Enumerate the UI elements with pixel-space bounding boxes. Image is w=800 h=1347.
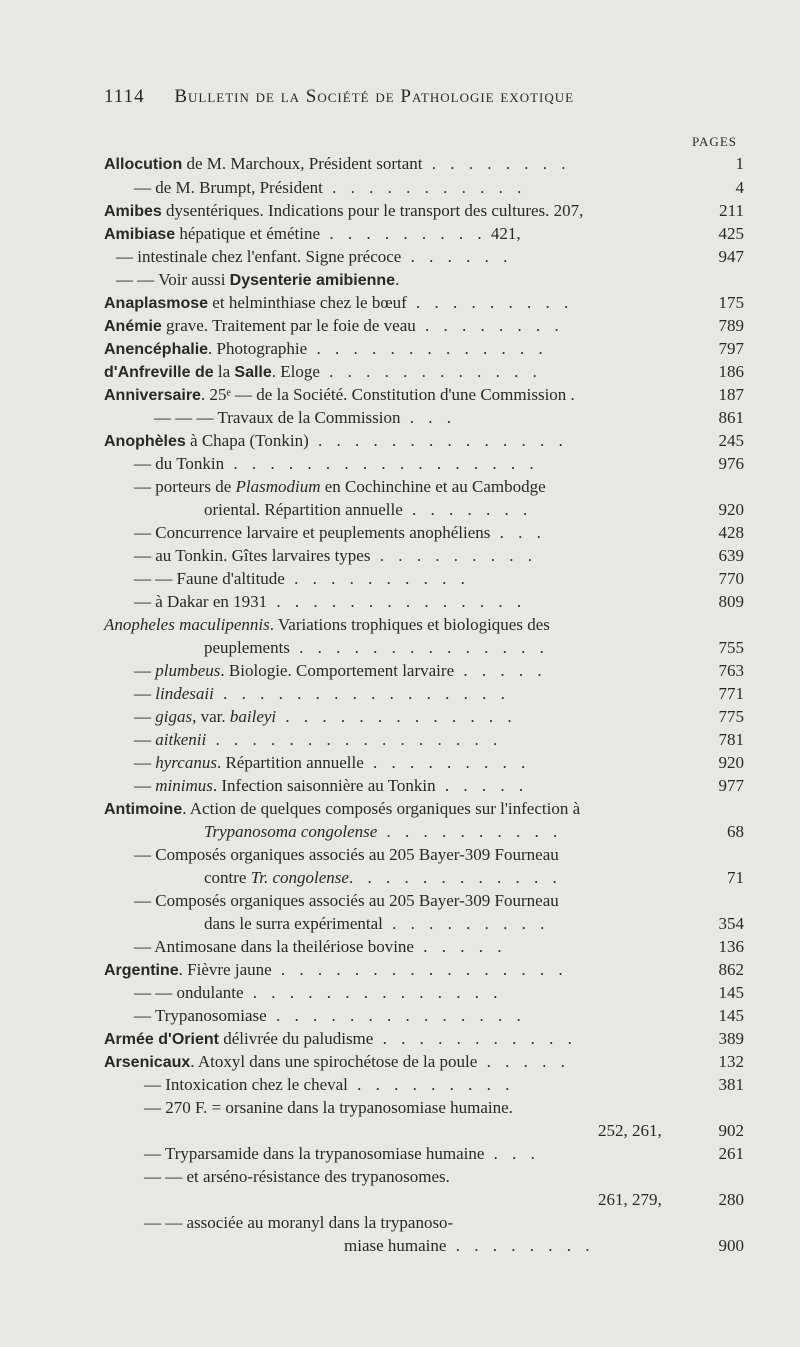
entry-text <box>104 200 583 223</box>
index-entry <box>104 867 744 889</box>
entry-segment: , var. <box>192 707 230 726</box>
entry-page-number: 920 <box>718 753 744 772</box>
entry-text <box>104 338 548 361</box>
index-entry <box>104 798 744 820</box>
index-entry <box>104 913 744 935</box>
entry-page-number: 977 <box>718 776 744 795</box>
entry-text <box>104 153 571 176</box>
entry-text <box>134 982 503 1004</box>
entry-segment: . 25ᵉ — de la Société. Constitution d'une Commission . <box>200 385 575 404</box>
entry-segment: — à Dakar en 1931 <box>134 592 268 611</box>
entry-segment: . Eloge <box>271 362 320 381</box>
leader-dots: . . . . . <box>435 776 529 795</box>
leader-dots: . . . . . . <box>401 247 513 266</box>
entry-segment: — <box>134 730 156 749</box>
leader-dots: . . . . . . . . . . . . . . <box>308 431 568 450</box>
entry-segment: . Action de quelques composés organiques sur l'infection à <box>182 799 581 818</box>
entry-text <box>144 1143 540 1165</box>
entry-text <box>104 959 568 982</box>
leader-dots: . . . . . . . . . <box>382 914 550 933</box>
entry-segment: 421, <box>486 224 521 243</box>
entry-text <box>104 798 580 821</box>
entry-text <box>144 1097 513 1119</box>
entry-segment: — <box>134 684 156 703</box>
entry-text <box>104 614 550 636</box>
entry-text <box>134 660 547 682</box>
entry-segment: 261, 279, <box>598 1190 662 1209</box>
leader-dots: . . . <box>490 523 546 542</box>
leader-dots: . . . . . . . . <box>446 1236 595 1255</box>
entry-keyword: Dysenterie amibienne <box>229 272 396 289</box>
leader-dots: . . . . . <box>413 937 507 956</box>
entry-segment: baileyi <box>229 707 277 726</box>
entry-text <box>104 292 573 315</box>
entry-segment: contre <box>204 868 251 887</box>
entry-segment: Trypanosoma congolense <box>204 822 378 841</box>
index-entry <box>104 1074 744 1096</box>
entry-page-number: 861 <box>718 408 744 427</box>
entry-segment: — Antimosane dans la theilériose bovine <box>134 937 414 956</box>
entry-segment: dysentériques. Indications pour le transport des cultures. 207, <box>161 201 584 220</box>
entry-segment: — — associée au moranyl dans la trypanoso- <box>144 1213 454 1232</box>
leader-dots: . . . . . . . . <box>422 154 571 173</box>
index-entry <box>104 959 744 981</box>
entry-text <box>134 568 470 590</box>
entry-page-number: 947 <box>718 247 744 266</box>
entry-text <box>134 522 546 544</box>
leader-dots: . . . . . . . <box>402 500 533 519</box>
index-entry <box>104 453 744 475</box>
index-entry <box>104 407 744 429</box>
entry-segment: — du Tonkin <box>134 454 225 473</box>
entry-text <box>134 706 517 728</box>
entry-segment: 252, 261, <box>598 1121 662 1140</box>
entry-segment: dans le surra expérimental <box>204 914 383 933</box>
entry-page-number: 976 <box>718 454 744 473</box>
index-entry <box>104 821 744 843</box>
index-entry <box>104 246 744 268</box>
leader-dots: . . . . . . . . . . . <box>373 1029 577 1048</box>
index-entry <box>104 1189 744 1211</box>
entry-text <box>204 637 549 659</box>
entry-text <box>104 1028 577 1051</box>
entry-segment: — Composés organiques associés au 205 Bayer-309 Fourneau <box>134 891 559 910</box>
leader-dots: . . . <box>484 1144 540 1163</box>
index-entry <box>104 200 744 222</box>
entry-text <box>116 246 512 268</box>
entry-segment: — Tryparsamide dans la trypanosomiase humaine <box>144 1144 485 1163</box>
entry-text <box>134 476 546 498</box>
entry-text <box>144 1074 514 1096</box>
index-entry <box>104 591 744 613</box>
entry-text <box>134 890 559 912</box>
leader-dots: . . . . . <box>477 1052 570 1071</box>
entry-page-number: 245 <box>718 431 744 450</box>
entry-page-number: 428 <box>718 523 744 542</box>
entry-segment: et helminthiase chez le bœuf <box>208 293 407 312</box>
entry-segment: — — — Travaux de la Commission <box>154 408 401 427</box>
entry-segment: — — Faune d'altitude <box>134 569 285 588</box>
entry-page-number: 755 <box>718 638 744 657</box>
leader-dots: . . . . . . . . . . <box>377 822 563 841</box>
leader-dots: . . . . . . . . . . . . . . <box>289 638 549 657</box>
entry-page-number: 175 <box>718 293 744 312</box>
entry-page-number: 4 <box>735 178 744 197</box>
index-entry <box>104 338 744 360</box>
leader-dots: . . . . . . . . . . . . . . <box>266 1006 526 1025</box>
entry-segment: — porteurs de <box>134 477 236 496</box>
entry-segment: gigas <box>155 707 193 726</box>
index-entry <box>104 752 744 774</box>
journal-title: Bulletin de la Société de Pathologie exotique <box>174 86 575 107</box>
entry-keyword: Anémie <box>104 318 162 335</box>
entry-text <box>154 407 456 429</box>
index-entry <box>104 545 744 567</box>
entry-text <box>344 1235 594 1257</box>
entry-segment: à Chapa (Tonkin) <box>185 431 309 450</box>
leader-dots: . . . . . . . . . <box>320 224 487 243</box>
entry-segment: — — Voir aussi <box>116 270 230 289</box>
index-entry <box>104 936 744 958</box>
entry-text <box>134 683 510 705</box>
entry-segment: — intestinale chez l'enfant. Signe précoce <box>116 247 402 266</box>
entry-page-number: 132 <box>718 1052 744 1071</box>
entry-text <box>204 913 549 935</box>
entry-text <box>104 430 568 453</box>
leader-dots: . . . . . . . . <box>415 316 564 335</box>
entry-page-number: 381 <box>718 1075 744 1094</box>
entry-keyword: d'Anfreville de <box>104 364 214 381</box>
page-number: 1114 <box>104 86 145 107</box>
entry-segment: grave. Traitement par le foie de veau <box>161 316 416 335</box>
index-entry <box>104 890 744 912</box>
index-entry <box>104 223 744 245</box>
index-entry <box>104 153 744 175</box>
leader-dots: . . . . . . . . . . . . . <box>307 339 548 358</box>
index-entry <box>104 315 744 337</box>
index-entry <box>104 729 744 751</box>
entry-segment: — <box>134 661 156 680</box>
entry-text <box>144 1212 453 1234</box>
entry-keyword: Anaplasmose <box>104 295 209 312</box>
entry-text <box>204 821 562 843</box>
entry-page-number: 797 <box>718 339 744 358</box>
index-entry <box>104 1166 744 1188</box>
entry-segment: — <box>134 707 156 726</box>
leader-dots: . . . . . . . . . . . . . . . . <box>206 730 503 749</box>
entry-segment: — Intoxication chez le cheval <box>144 1075 348 1094</box>
entry-page-number: 770 <box>718 569 744 588</box>
index-entry <box>104 637 744 659</box>
leader-dots: . . . . . . . . . . . . . . <box>267 592 527 611</box>
entry-page-number: 781 <box>718 730 744 749</box>
index-entry <box>104 706 744 728</box>
entry-text <box>134 775 528 797</box>
entry-segment: . Répartition annuelle <box>216 753 364 772</box>
leader-dots: . . . . . . . . . <box>370 546 537 565</box>
leader-dots: . . . . . <box>454 661 547 680</box>
entry-keyword: Antimoine <box>104 801 183 818</box>
entry-segment: lindesaii <box>155 684 214 703</box>
entry-segment: . Fièvre jaune <box>178 960 272 979</box>
entry-page-number: 354 <box>718 914 744 933</box>
entry-page-number: 145 <box>718 983 744 1002</box>
entry-page-number: 211 <box>719 201 744 220</box>
entry-page-number: 186 <box>718 362 744 381</box>
entry-segment: miase humaine <box>344 1236 447 1255</box>
index-entry <box>104 430 744 452</box>
entry-text <box>134 729 502 751</box>
entry-text <box>104 384 575 407</box>
entry-page-number: 68 <box>727 822 744 841</box>
entry-segment: . Atoxyl dans une spirochétose de la poule <box>190 1052 478 1071</box>
index-entry <box>104 522 744 544</box>
entry-page-number: 920 <box>718 500 744 519</box>
entry-segment: minimus <box>155 776 213 795</box>
entry-page-number: 775 <box>718 707 744 726</box>
leader-dots: . . . . . . . . . . . <box>322 178 527 197</box>
entry-page-number: 280 <box>718 1190 744 1209</box>
leader-dots: . . . . . . . . . . . . <box>348 868 562 887</box>
entry-page-number: 639 <box>718 546 744 565</box>
entry-segment: Plasmodium <box>235 477 321 496</box>
entry-page-number: 71 <box>727 868 744 887</box>
entry-text <box>116 269 399 292</box>
entry-segment: — Trypanosomiase <box>134 1006 267 1025</box>
entry-segment: . Photographie <box>208 339 308 358</box>
entry-keyword: Amibes <box>104 203 162 220</box>
leader-dots: . . . . . . . . . <box>363 753 531 772</box>
entry-segment: . <box>395 270 400 289</box>
index-entry <box>104 1005 744 1027</box>
entry-text <box>204 499 532 521</box>
entry-page-number: 789 <box>718 316 744 335</box>
leader-dots: . . . . . . . . . . . . . . <box>243 983 503 1002</box>
entry-segment: aitkenii <box>155 730 207 749</box>
index-entry <box>104 384 744 406</box>
entry-page-number: 809 <box>718 592 744 611</box>
entry-segment: — — ondulante <box>134 983 244 1002</box>
leader-dots: . . . . . . . . . <box>347 1075 515 1094</box>
index-entry <box>104 476 744 498</box>
index-entry <box>104 292 744 314</box>
index-entry <box>104 568 744 590</box>
entry-page-number: 1 <box>735 154 744 173</box>
entry-page-number: 425 <box>718 224 744 243</box>
leader-dots: . . . . . . . . . . . . . . . . <box>213 684 510 703</box>
entry-segment: peuplements <box>204 638 290 657</box>
index-entry <box>104 660 744 682</box>
entry-segment: — <box>134 776 156 795</box>
index-entry <box>104 1143 744 1165</box>
entry-text <box>104 1051 570 1074</box>
entry-segment: — — et arséno-résistance des trypanosomes. <box>144 1167 450 1186</box>
entry-segment: . Variations trophiques et biologiques des <box>269 615 550 634</box>
entry-segment: — <box>134 753 156 772</box>
entry-keyword: Anophèles <box>104 433 186 450</box>
entry-text <box>144 1166 450 1188</box>
index-entry <box>104 1120 744 1142</box>
entry-page-number: 902 <box>718 1121 744 1140</box>
entry-keyword: Armée d'Orient <box>104 1031 219 1048</box>
index-entry <box>104 844 744 866</box>
entry-keyword: Allocution <box>104 156 183 173</box>
index-entry <box>104 361 744 383</box>
index-entry <box>104 177 744 199</box>
entry-keyword: Anencéphalie <box>104 341 209 358</box>
entry-keyword: Amibiase <box>104 226 176 243</box>
entry-text <box>204 867 562 889</box>
entry-segment: . Infection saisonnière au Tonkin <box>212 776 436 795</box>
leader-dots: . . . . . . . . . . . . <box>319 362 542 381</box>
entry-segment: — de M. Brumpt, Président <box>134 178 323 197</box>
entry-page-number: 763 <box>718 661 744 680</box>
entry-segment: — 270 F. = orsanine dans la trypanosomiase humaine. <box>144 1098 513 1117</box>
entry-segment: . Biologie. Comportement larvaire <box>220 661 455 680</box>
leader-dots: . . . <box>400 408 457 427</box>
index-entry <box>104 1028 744 1050</box>
entry-segment: délivrée du paludisme <box>218 1029 374 1048</box>
index-entry <box>104 1212 744 1234</box>
entry-keyword: Anniversaire <box>104 387 201 404</box>
leader-dots: . . . . . . . . . . <box>284 569 470 588</box>
index-entry <box>104 499 744 521</box>
entry-page-number: 862 <box>718 960 744 979</box>
entry-keyword: Argentine <box>104 962 179 979</box>
leader-dots: . . . . . . . . . <box>406 293 574 312</box>
leader-dots: . . . . . . . . . . . . . . . . <box>271 960 568 979</box>
entry-segment: hyrcanus <box>155 753 217 772</box>
index-entry <box>104 982 744 1004</box>
entry-segment: — au Tonkin. Gîtes larvaires types <box>134 546 371 565</box>
entry-text <box>104 223 521 246</box>
index-entry <box>104 269 744 291</box>
index-entry <box>104 1051 744 1073</box>
entry-keyword: Arsenicaux <box>104 1054 191 1071</box>
entry-text <box>598 1189 662 1211</box>
entry-keyword: Salle <box>234 364 272 381</box>
entry-text <box>134 936 506 958</box>
entry-text <box>104 361 542 384</box>
index-entry <box>104 614 744 636</box>
entry-segment: en Cochinchine et au Cambodge <box>320 477 546 496</box>
entry-text <box>134 591 526 613</box>
entry-segment: — Composés organiques associés au 205 Bayer-309 Fourneau <box>134 845 559 864</box>
entry-text <box>598 1120 662 1142</box>
entry-segment: oriental. Répartition annuelle <box>204 500 403 519</box>
entry-page-number: 136 <box>718 937 744 956</box>
entry-text <box>134 453 539 475</box>
entry-page-number: 900 <box>718 1236 744 1255</box>
pages-column-label: PAGES <box>692 134 737 149</box>
leader-dots: . . . . . . . . . . . . . . . . . <box>224 454 539 473</box>
entry-text <box>134 1005 526 1027</box>
entry-segment: — Concurrence larvaire et peuplements anophéliens <box>134 523 491 542</box>
entry-page-number: 261 <box>718 1144 744 1163</box>
entry-text <box>134 844 559 866</box>
index-entry <box>104 775 744 797</box>
entry-page-number: 187 <box>718 385 744 404</box>
entry-text <box>134 545 537 567</box>
entry-page-number: 145 <box>718 1006 744 1025</box>
index-entry <box>104 683 744 705</box>
entry-text <box>134 177 526 199</box>
entry-page-number: 771 <box>718 684 744 703</box>
entry-segment: hépatique et émétine <box>175 224 321 243</box>
entry-page-number: 389 <box>718 1029 744 1048</box>
entry-segment: Tr. congolense <box>250 868 349 887</box>
index-entry <box>104 1235 744 1257</box>
leader-dots: . . . . . . . . . . . . . <box>276 707 517 726</box>
entry-segment: Anopheles maculipennis <box>104 615 270 634</box>
entry-text <box>104 315 564 338</box>
entry-segment: plumbeus <box>155 661 221 680</box>
entry-segment: de M. Marchoux, Président sortant <box>182 154 423 173</box>
index-entry <box>104 1097 744 1119</box>
entry-text <box>134 752 530 774</box>
entry-segment: la <box>213 362 235 381</box>
